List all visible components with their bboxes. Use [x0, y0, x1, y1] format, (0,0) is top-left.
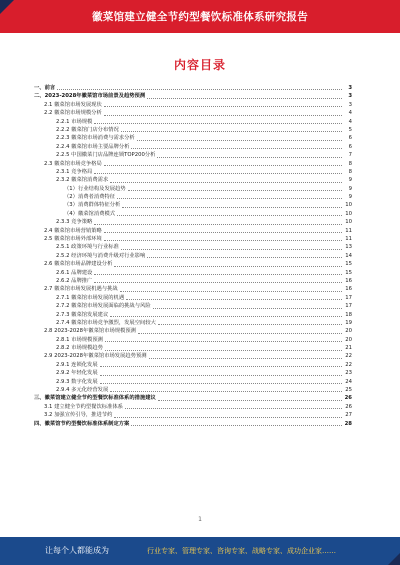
toc-entry[interactable] [34, 369, 352, 377]
toc-leader-dots [149, 358, 342, 359]
toc-entry-title: 2.8.1 市场规模预测 [56, 336, 103, 343]
toc-entry-page: 19 [345, 319, 352, 326]
toc-entry[interactable] [34, 311, 352, 319]
toc-leader-dots [110, 391, 342, 392]
toc-entry-title: 2.2.4 徽菜馆市场主要品牌分析 [56, 143, 130, 150]
toc-entry-page: 25 [345, 387, 352, 394]
toc-entry-title: 2.6.1 品牌建设 [56, 269, 93, 276]
toc-entry[interactable] [34, 403, 352, 411]
toc-entry-page: 3 [348, 84, 352, 91]
toc-leader-dots [131, 148, 342, 149]
toc-leader-dots [121, 249, 342, 250]
toc-entry-page: 21 [345, 345, 352, 352]
toc-entry-title: 2.8.2 市场规模趋势 [56, 345, 103, 352]
toc-leader-dots [114, 266, 342, 267]
toc-entry-page: 3 [348, 101, 352, 108]
toc-entry-page: 22 [345, 353, 352, 360]
toc-entry[interactable] [34, 109, 352, 117]
toc-entry[interactable] [34, 193, 352, 201]
toc-entry-title: 2.5 徽菜馆市场外部环境 [44, 236, 102, 243]
toc-entry-page: 11 [345, 227, 352, 234]
toc-entry-title: 2.9.3 数字化发展 [56, 378, 98, 385]
toc-entry-title: 2.3.3 竞争策略 [56, 219, 93, 226]
toc-leader-dots [128, 190, 342, 191]
toc-leader-dots [104, 165, 342, 166]
toc-entry[interactable] [34, 151, 352, 159]
toc-entry-title: 2.7.2 徽菜馆市场发展面临的挑战与风险 [56, 303, 151, 310]
toc-entry-title: 2.8 2023-2028年徽菜馆市场规模预测 [44, 328, 136, 335]
toc-entry[interactable] [34, 353, 352, 361]
toc-leader-dots [131, 425, 342, 426]
toc-entry-title: （1）行业结构及发展趋势 [64, 185, 126, 192]
toc-leader-dots [100, 375, 342, 376]
toc-entry-title: 3.2 加强宣传引导，推进节约 [44, 412, 113, 419]
toc-leader-dots [94, 173, 342, 174]
toc-entry[interactable] [34, 185, 352, 193]
toc-entry[interactable] [34, 420, 352, 428]
header-bar [0, 0, 400, 33]
toc-leader-dots [122, 207, 342, 208]
toc-entry-page: 20 [345, 328, 352, 335]
toc-leader-dots [104, 240, 342, 241]
toc-entry-title: 二、2023-2028年徽菜馆市场前景及趋势预测 [34, 93, 146, 100]
toc-entry[interactable] [34, 361, 352, 369]
toc-entry-title: 2.2 徽菜馆市场规模分析 [44, 110, 102, 117]
toc-entry[interactable] [34, 235, 352, 243]
toc-leader-dots [94, 224, 342, 225]
toc-entry-page: 8 [348, 160, 352, 167]
footer-roles: 行业专家、管理专家、咨询专家、战略专家、成功企业家…… [147, 547, 336, 555]
toc-entry-title: 一、前言 [34, 84, 56, 91]
toc-leader-dots [105, 341, 342, 342]
toc-entry-page: 15 [345, 261, 352, 268]
toc-leader-dots [57, 89, 342, 90]
toc-entry-title: （4）徽菜馆消费模式 [64, 210, 116, 217]
toc-entry[interactable] [34, 84, 352, 92]
toc-entry-title: 2.7.3 徽菜馆发展建议 [56, 311, 109, 318]
toc-entry-title: 2.1 徽菜馆市场发展现状 [44, 101, 102, 108]
toc-entry[interactable] [34, 118, 352, 126]
toc-leader-dots [94, 274, 342, 275]
toc-entry[interactable] [34, 176, 352, 184]
toc-entry-page: 9 [348, 177, 352, 184]
toc-entry-title: 四、徽菜馆节约型餐饮标准体系制定方案 [34, 420, 130, 427]
toc-leader-dots [121, 131, 342, 132]
toc-entry[interactable] [34, 336, 352, 344]
toc-entry[interactable] [34, 277, 352, 285]
toc-entry[interactable] [34, 243, 352, 251]
toc-entry-title: 2.3.1 竞争格局 [56, 168, 93, 175]
toc-entry-title: 2.3 徽菜馆市场竞争格局 [44, 160, 102, 167]
toc-entry-page: 16 [345, 286, 352, 293]
toc-entry-title: 2.7.4 徽菜馆市场竞争激烈，发展空间较大 [56, 319, 156, 326]
toc-entry-title: 3.1 建立健全节约型餐饮标准体系 [44, 403, 123, 410]
toc-entry[interactable] [34, 126, 352, 134]
toc-entry[interactable] [34, 143, 352, 151]
toc-entry-page: 8 [348, 168, 352, 175]
toc-entry-title: 2.4 徽菜馆市场营销策略 [44, 227, 102, 234]
toc-entry-page: 7 [348, 152, 352, 159]
toc-leader-dots [104, 232, 342, 233]
toc-entry-page: 10 [345, 210, 352, 217]
toc-entry[interactable] [34, 327, 352, 335]
toc-entry-page: 6 [348, 135, 352, 142]
toc-leader-dots [114, 417, 342, 418]
toc-entry[interactable] [34, 260, 352, 268]
toc-entry-page: 27 [345, 412, 352, 419]
toc-entry[interactable] [34, 319, 352, 327]
toc-entry[interactable] [34, 285, 352, 293]
toc-entry-page: 24 [345, 378, 352, 385]
toc-entry-page: 4 [348, 110, 352, 117]
toc-leader-dots [100, 383, 342, 384]
footer-bar [0, 537, 400, 565]
toc-entry-page: 26 [344, 395, 352, 402]
toc-entry-title: 2.9.1 连锁化发展 [56, 361, 98, 368]
toc-leader-dots [147, 98, 342, 99]
toc-entry-title: 2.9.4 多元化经营发展 [56, 387, 109, 394]
toc-entry-title: 2.2.5 中国徽菜门店品牌连锁TOP200分析 [56, 152, 156, 159]
toc-entry[interactable] [34, 252, 352, 260]
toc-title: 内容目录 [173, 58, 226, 72]
toc-entry-page: 10 [345, 202, 352, 209]
toc-entry-page: 28 [344, 420, 352, 427]
document-header-title: 徽菜馆建立健全节约型餐饮标准体系研究报告 [92, 11, 308, 23]
toc-entry-page: 26 [345, 403, 352, 410]
toc-entry-page: 20 [345, 336, 352, 343]
toc-entry-page: 15 [345, 269, 352, 276]
toc-entry[interactable] [34, 160, 352, 168]
toc-leader-dots [147, 257, 342, 258]
toc-entry[interactable] [34, 134, 352, 142]
corner-decoration [388, 553, 400, 565]
toc-leader-dots [120, 291, 342, 292]
toc-entry-title: 2.2.2 徽菜馆门店分布情况 [56, 126, 119, 133]
toc-entry-page: 9 [348, 194, 352, 201]
toc-entry-title: 2.9 2023-2028年徽菜馆市场发展趋势预测 [44, 353, 147, 360]
page-number: 1 [198, 516, 202, 523]
toc-entry-page: 3 [348, 93, 352, 100]
toc-entry-page: 22 [345, 361, 352, 368]
toc-entry-page: 5 [348, 126, 352, 133]
toc-entry[interactable] [34, 101, 352, 109]
toc-entry-page: 14 [345, 252, 352, 259]
toc-leader-dots [110, 182, 342, 183]
toc-entry[interactable] [34, 92, 352, 100]
toc-leader-dots [126, 299, 342, 300]
toc-entry[interactable] [34, 269, 352, 277]
toc-entry[interactable] [34, 294, 352, 302]
toc-entry-title: 2.7 徽菜馆市场发展机遇与挑战 [44, 286, 118, 293]
toc-entry-title: 2.2.1 市场规模 [56, 118, 93, 125]
toc-entry[interactable] [34, 386, 352, 394]
toc-leader-dots [100, 366, 342, 367]
toc-entry-title: 2.6 徽菜馆市场品牌建设分析 [44, 261, 113, 268]
toc-entry[interactable] [34, 411, 352, 419]
toc-entry-title: （3）消费群体特征分析 [64, 202, 121, 209]
toc-leader-dots [158, 324, 342, 325]
toc-entry-title: 2.3.2 徽菜馆消费需求 [56, 177, 109, 184]
toc-entry[interactable] [34, 168, 352, 176]
toc-entry-title: 2.2.3 徽菜馆市场消费与需求分析 [56, 135, 135, 142]
toc-entry-title: 2.5.2 经济环境与消费升级对行业影响 [56, 252, 146, 259]
toc-leader-dots [117, 198, 342, 199]
toc-entry[interactable] [34, 394, 352, 402]
toc-entry-title: 三、徽菜馆建立健全节约型餐饮标准体系的措施建议 [34, 395, 156, 402]
toc-leader-dots [158, 400, 342, 401]
footer-slogan: 让每个人都能成为 [45, 546, 109, 555]
toc-leader-dots [157, 157, 342, 158]
toc-leader-dots [104, 106, 342, 107]
toc-entry[interactable] [34, 201, 352, 209]
toc-entry-page: 17 [345, 294, 352, 301]
toc-leader-dots [104, 115, 342, 116]
toc-leader-dots [110, 316, 342, 317]
toc-entry-title: （2）消费者消费特征 [64, 194, 116, 201]
toc-entry[interactable] [34, 302, 352, 310]
table-of-contents [34, 84, 352, 428]
toc-leader-dots [117, 215, 342, 216]
toc-leader-dots [125, 408, 342, 409]
toc-leader-dots [105, 350, 342, 351]
toc-leader-dots [138, 333, 342, 334]
toc-entry-page: 17 [345, 303, 352, 310]
toc-entry-title: 2.6.2 品牌推广 [56, 277, 93, 284]
toc-entry-page: 4 [348, 118, 352, 125]
toc-entry-page: 10 [345, 219, 352, 226]
toc-entry-page: 11 [345, 236, 352, 243]
toc-entry-page: 18 [345, 311, 352, 318]
toc-entry[interactable] [34, 210, 352, 218]
toc-entry-page: 6 [348, 143, 352, 150]
toc-entry-page: 13 [345, 244, 352, 251]
toc-leader-dots [94, 282, 342, 283]
toc-entry[interactable] [34, 378, 352, 386]
toc-leader-dots [137, 140, 342, 141]
toc-entry-page: 9 [348, 185, 352, 192]
toc-entry-page: 23 [345, 370, 352, 377]
toc-entry-title: 2.7.1 徽菜馆市场发展的机遇 [56, 294, 125, 301]
toc-entry[interactable] [34, 344, 352, 352]
toc-entry[interactable] [34, 218, 352, 226]
toc-leader-dots [153, 308, 342, 309]
toc-entry[interactable] [34, 227, 352, 235]
toc-entry-page: 16 [345, 277, 352, 284]
toc-leader-dots [94, 123, 342, 124]
toc-entry-title: 2.9.2 年轻化发展 [56, 370, 98, 377]
toc-entry-title: 2.5.1 政策环境与行业标准 [56, 244, 119, 251]
